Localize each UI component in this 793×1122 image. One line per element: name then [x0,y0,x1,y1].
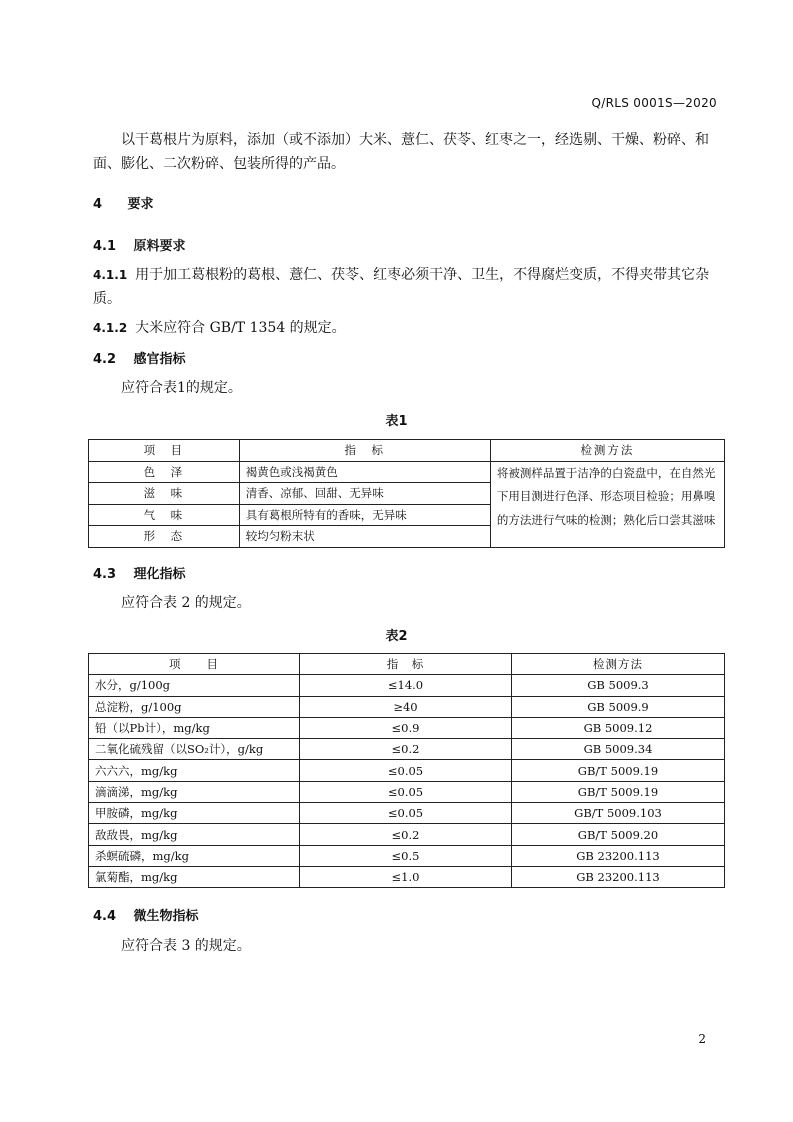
value-cell: ≤0.05 [300,760,512,781]
table2-caption: 表2 [385,629,408,644]
method-cell: GB/T 5009.20 [512,824,725,845]
item-cell: 气 味 [89,504,240,526]
section-title: 微生物指标 [133,909,199,924]
item-cell: 甲胺磷，mg/kg [89,803,300,824]
value-cell: ≤0.05 [300,781,512,802]
section-title: 理化指标 [133,567,186,582]
item-cell: 总淀粉，g/100g [89,696,300,717]
table-header-row [89,654,725,675]
section-number: 4.4 [93,909,117,924]
section-4-2-heading [93,348,186,367]
value-cell: ≤0.9 [300,717,512,738]
section-4-2-text: 应符合表1的规定。 [121,380,242,396]
table-row [89,760,725,781]
section-4-4-heading [93,905,199,924]
column-header: 项 目 [89,654,300,675]
section-title: 感官指标 [133,352,186,367]
value-cell: 清香、凉郁、回甜、无异味 [239,483,490,505]
table1-caption: 表1 [385,414,408,429]
table-row [89,739,725,760]
item-cell: 二氧化硫残留（以SO₂计），g/kg [89,739,300,760]
section-4-heading [93,193,154,212]
clause-text: 用于加工葛根粉的葛根、薏仁、茯苓、红枣必须干净、卫生，不得腐烂变质，不得夹带其它杂质。 [93,267,710,307]
value-cell: ≤14.0 [300,675,512,696]
value-cell: ≤0.5 [300,845,512,866]
table-row [89,845,725,866]
clause-number: 4.1.2 [93,321,128,335]
table-2-physicochemical [88,653,725,888]
section-number: 4.2 [93,352,117,367]
section-4-4-text: 应符合表 3 的规定。 [121,938,251,954]
value-cell: ≥40 [300,696,512,717]
intro-paragraph: 以干葛根片为原料，添加（或不添加）大米、薏仁、茯苓、红枣之一，经选剔、干燥、粉碎、和面、膨化、二次粉碎、包装所得的产品。 [93,132,709,172]
table-row [89,717,725,738]
section-number: 4.3 [93,567,117,582]
page-number: 2 [698,1032,706,1046]
value-cell: ≤1.0 [300,866,512,887]
method-cell: GB/T 5009.19 [512,760,725,781]
table-row [89,803,725,824]
column-header: 检测方法 [490,440,724,462]
item-cell: 形 态 [89,526,240,548]
table-row [89,675,725,696]
value-cell: 褐黄色或浅褐黄色 [239,461,490,483]
value-cell: ≤0.2 [300,824,512,845]
table-row [89,824,725,845]
item-cell: 水分，g/100g [89,675,300,696]
column-header: 检测方法 [512,654,725,675]
clause-number: 4.1.1 [93,268,128,282]
table-1-sensory [88,439,725,548]
clause-4-1-2 [93,316,725,340]
section-4-3-text: 应符合表 2 的规定。 [121,595,251,611]
table-row [89,781,725,802]
value-cell: ≤0.2 [300,739,512,760]
section-title: 要求 [127,197,154,212]
table-row [89,696,725,717]
method-cell: GB 23200.113 [512,866,725,887]
value-cell: 较均匀粉末状 [239,526,490,548]
item-cell: 滋 味 [89,483,240,505]
section-number: 4.1 [93,239,117,254]
method-cell: GB 23200.113 [512,845,725,866]
table-row [89,461,725,483]
section-4-1-heading [93,235,186,254]
item-cell: 六六六，mg/kg [89,760,300,781]
section-4-3-heading [93,563,186,582]
method-cell: GB 5009.34 [512,739,725,760]
method-cell: GB 5009.3 [512,675,725,696]
document-code: Q/RLS 0001S—2020 [591,96,717,110]
item-cell: 滴滴涕，mg/kg [89,781,300,802]
item-cell: 铅（以Pb计），mg/kg [89,717,300,738]
method-cell: 将被测样品置于洁净的白瓷盘中，在自然光下用目测进行色泽、形态项目检验；用鼻嗅的方法进行气味的检测；熟化后口尝其滋味 [490,461,724,547]
column-header: 指 标 [300,654,512,675]
clause-text: 大米应符合 GB/T 1354 的规定。 [135,320,346,336]
method-cell: GB/T 5009.103 [512,803,725,824]
table-row [89,866,725,887]
section-number: 4 [93,197,103,212]
item-cell: 敌敌畏，mg/kg [89,824,300,845]
item-cell: 氯菊酯，mg/kg [89,866,300,887]
value-cell: ≤0.05 [300,803,512,824]
value-cell: 具有葛根所特有的香味，无异味 [239,504,490,526]
method-cell: GB 5009.12 [512,717,725,738]
column-header: 指 标 [239,440,490,462]
method-cell: GB/T 5009.19 [512,781,725,802]
clause-4-1-1 [93,263,725,311]
item-cell: 杀螟硫磷，mg/kg [89,845,300,866]
table-header-row [89,440,725,462]
column-header: 项 目 [89,440,240,462]
item-cell: 色 泽 [89,461,240,483]
method-cell: GB 5009.9 [512,696,725,717]
section-title: 原料要求 [133,239,186,254]
